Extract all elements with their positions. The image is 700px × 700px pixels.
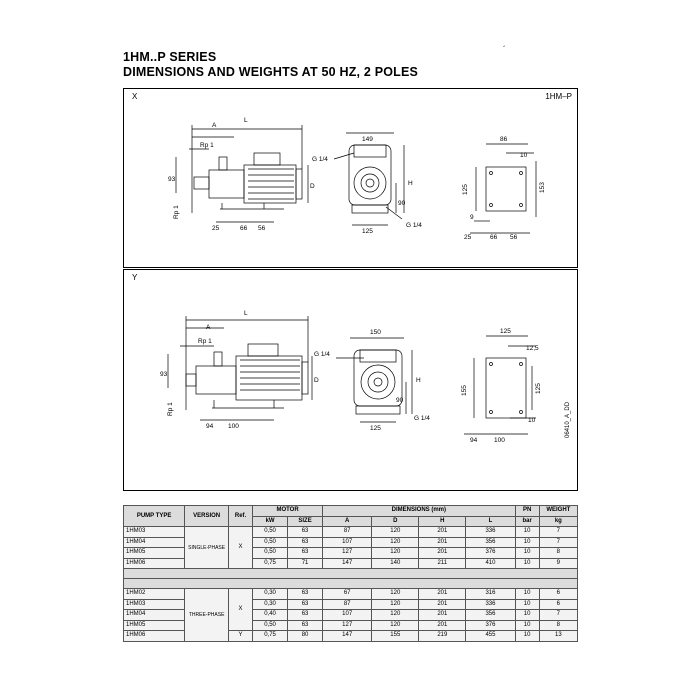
dim-66-x: 66: [240, 225, 248, 232]
drawing-code: 06410_A_DD: [565, 401, 571, 438]
dim-125-base-x: 125: [462, 184, 469, 195]
dim-155-base: 155: [461, 385, 468, 396]
technical-drawing-y: [124, 270, 577, 490]
table-row: 1HM02 THREE-PHASE X 0,30 63 67 120 201 316 10 6: [124, 589, 578, 600]
dim-94-y: 94: [206, 423, 214, 430]
dim-g1-x: G 1/4: [312, 156, 328, 163]
col-ref: Ref.: [229, 506, 253, 527]
dim-g1-y: G 1/4: [314, 351, 330, 358]
dim-25-x: 25: [212, 225, 220, 232]
col-l: L: [466, 516, 515, 527]
dim-g2-x: G 1/4: [406, 222, 422, 229]
table-spacer: [124, 579, 578, 589]
version-single-phase: SINGLE-PHASE: [185, 527, 229, 569]
dim-125-base-top-y: 125: [500, 328, 511, 335]
stray-mark: ´: [503, 45, 506, 54]
table-row: 1HM06 Y 0,75 80 147 155 219 455 10 13: [124, 631, 578, 642]
col-h: H: [419, 516, 466, 527]
dim-g2-y: G 1/4: [414, 415, 430, 422]
col-kw: kW: [253, 516, 288, 527]
dim-66-base-x: 66: [490, 234, 498, 241]
col-a: A: [323, 516, 372, 527]
dim-56-base-x: 56: [510, 234, 518, 241]
dim-rp-x: Rp 1: [200, 142, 214, 149]
drawing-panel-x: [123, 88, 578, 268]
table-row: 1HM03 SINGLE-PHASE X 0,50 63 87 120 201 336 10 7: [124, 527, 578, 538]
col-bar: bar: [515, 516, 539, 527]
col-size: SIZE: [288, 516, 323, 527]
col-d: D: [372, 516, 419, 527]
ref-single-x: X: [229, 527, 253, 569]
dim-149: 149: [362, 136, 373, 143]
dim-d-y: D: [314, 377, 319, 384]
dim-a-y: A: [206, 324, 211, 331]
dim-90-y: 90: [396, 397, 404, 404]
dim-125-front-x: 125: [362, 228, 373, 235]
dim-rp-vert-y: Rp 1: [167, 402, 174, 416]
dim-10-y: 10: [528, 417, 536, 424]
col-weight: WEIGHT: [539, 506, 577, 517]
dim-90-x: 90: [398, 200, 406, 207]
series-title: 1HM..P SERIES: [123, 50, 217, 64]
panel-tag-x: X: [132, 92, 138, 101]
drawing-panel-y: [123, 269, 578, 491]
col-pn: PN: [515, 506, 539, 517]
dim-12-5: 12,5: [526, 345, 539, 352]
dim-125-base-side-y: 125: [535, 383, 542, 394]
dim-l-x: L: [244, 117, 248, 124]
table-row: 1HM06 0,75 71 147 140 211 410 10 9: [124, 558, 578, 569]
dim-d-x: D: [310, 183, 315, 190]
dim-150: 150: [370, 329, 381, 336]
dim-10-x: 10: [520, 152, 528, 159]
version-three-phase: THREE-PHASE: [185, 589, 229, 642]
col-dimensions: DIMENSIONS (mm): [323, 506, 516, 517]
dim-9: 9: [470, 214, 474, 221]
dim-100-base-y: 100: [494, 437, 505, 444]
dim-h-y: H: [416, 377, 421, 384]
dim-93-x: 93: [168, 176, 176, 183]
table-row: 1HM03 0,30 63 87 120 201 336 10 6: [124, 599, 578, 610]
dimensions-weights-table: [123, 505, 578, 642]
dim-h-x: H: [408, 180, 413, 187]
dim-86: 86: [500, 136, 508, 143]
table-row: 1HM05 0,50 63 127 120 201 376 10 8: [124, 620, 578, 631]
panel-tag-y: Y: [132, 273, 138, 282]
dim-125-front-y: 125: [370, 425, 381, 432]
dim-a-x: A: [212, 122, 217, 129]
table-row: 1HM04 0,50 63 107 120 201 356 10 7: [124, 537, 578, 548]
col-kg: kg: [539, 516, 577, 527]
table-row: 1HM05 0,50 63 127 120 201 376 10 8: [124, 548, 578, 559]
dim-94-base-y: 94: [470, 437, 478, 444]
dim-l-y: L: [244, 310, 248, 317]
col-version: VERSION: [185, 506, 229, 527]
technical-drawing-x: [124, 89, 577, 267]
dim-25-base-x: 25: [464, 234, 472, 241]
col-pump-type: PUMP TYPE: [124, 506, 185, 527]
dim-100-y: 100: [228, 423, 239, 430]
dim-153: 153: [539, 182, 546, 193]
table-row: 1HM04 0,40 63 107 120 201 356 10 7: [124, 610, 578, 621]
ref-three-y: Y: [229, 631, 253, 642]
ref-three-x: X: [229, 589, 253, 631]
dim-56-x: 56: [258, 225, 266, 232]
page-subtitle: DIMENSIONS AND WEIGHTS AT 50 HZ, 2 POLES: [123, 65, 419, 79]
col-motor: MOTOR: [253, 506, 323, 517]
dim-93-y: 93: [160, 371, 168, 378]
dim-rp-y: Rp 1: [198, 338, 212, 345]
table-spacer: [124, 569, 578, 579]
dim-rp-vert-x: Rp 1: [173, 205, 180, 219]
model-label: 1HM–P: [545, 92, 572, 101]
